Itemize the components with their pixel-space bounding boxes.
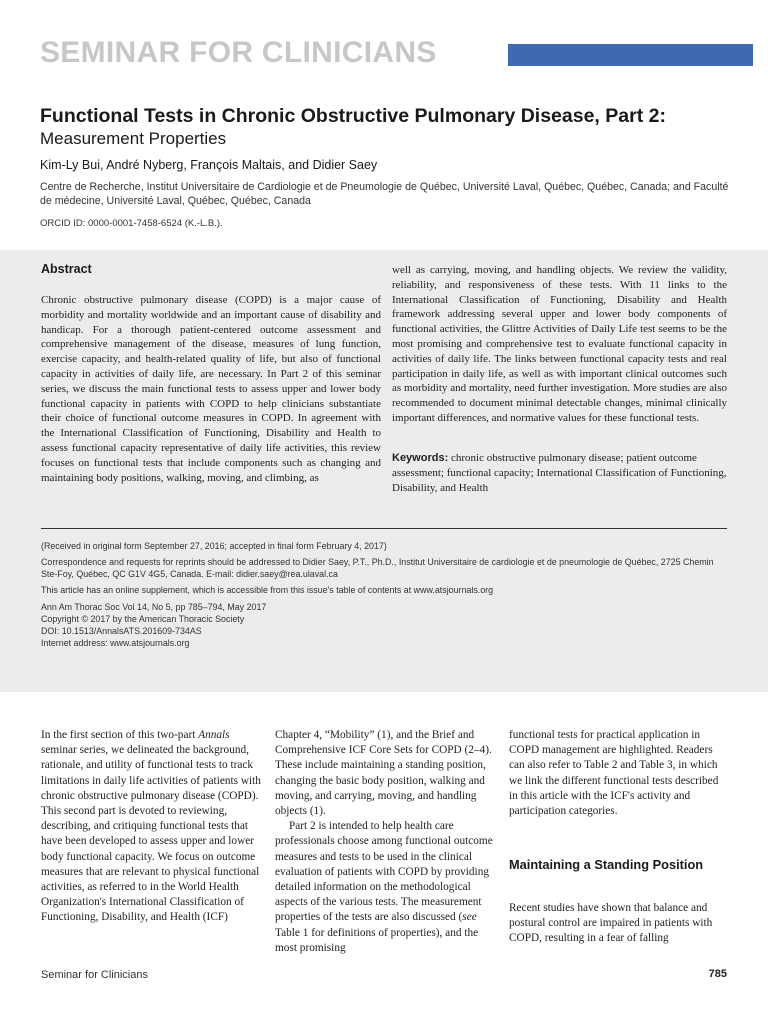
body-paragraph: Recent studies have shown that balance and postural control are impaired in patients with COPD, resulting in a fear of falling [509, 902, 713, 945]
affiliation: Centre de Recherche, Institut Universitaire de Cardiologie et de Pneumologie de Québec, Université Laval, Québec, Québec, Canada; and Faculté de médecine, Université Laval, Québec, Québec, Canada [40, 181, 729, 207]
keywords-label: Keywords: [392, 452, 449, 464]
article-subtitle: Measurement Properties [40, 129, 227, 148]
abstract-text-left: Chronic obstructive pulmonary disease (COPD) is a major cause of morbidity and mortality worldwide and an important cause of disability and handicap. For a thorough patient-centered outcome assessment and comprehensive management of the disease, measures of lung function, exercise capacity, and health-related quality of life, but also of functional capacity in activities of daily life, are necessary. In Part 2 of this seminar series, we discuss the main functional tests to assess upper and lower body functional capacity in patients with COPD to help clinicians substantiate their choice of functional outcome measures in COPD. In agreement with the International Classification of Functioning, Disability and Health to assess functional capacity representative of daily life activities, this review focuses on functional tests that include components such as changing and maintaining body positions, walking, moving, and climbing, as [41, 294, 381, 484]
header-accent-bar [508, 44, 753, 66]
keywords-text: chronic obstructive pulmonary disease; patient outcome assessment; functional capacity; International Classification of Functioning, Disability, and Health [392, 452, 727, 494]
body-column-1 [41, 728, 263, 926]
page-number: 785 [708, 968, 727, 980]
body-text: Part 2 is intended to help health care professionals choose among functional outcome measures and tests to be used in the clinical evaluation of patients with COPD by providing detailed information on the methodological aspects of the various tests. The measurement properties of the tests are also discussed ( [275, 820, 493, 924]
abstract-heading: Abstract [41, 262, 92, 276]
correspondence: Correspondence and requests for reprints should be addressed to Didier Saey, P.T., Ph.D., Institut Universitaire de cardiologie et de pneumologie de Québec, 2725 Chemin Ste-Foy, Québec, QC G1V 4G5, Canada. E-mail: didier.saey@rea.ulaval.ca [41, 557, 714, 579]
body-paragraph: functional tests for practical application in COPD management are highlighted. Readers can also refer to Table 2 and Table 3, in which we link the different functional tests described in this article with the ICF's activity and participation categories. [509, 729, 719, 818]
body-column-3 [509, 728, 727, 819]
section-heading: Maintaining a Standing Position [509, 857, 704, 872]
keywords [392, 451, 727, 495]
abstract-text-right: well as carrying, moving, and handling objects. We review the validity, reliability, and responsiveness of these tests. With 11 links to the International Classification of Functioning, Disability and Health framework addressing several upper and lower body components of functional activities, the Glittre Activities of Daily Life test seems to be the most promising and comprehensive test to evaluate functional capacity in activities of daily life. The links between functional capacity tests and real participation in daily life, as well as with important clinical outcomes such as morbidity and mortality, need further investigation. More studies are also recommended to document minimal detectable changes, minimal clinically important differences, and normative values for these functional tests. [392, 264, 727, 424]
body-text: In the first section of this two-part [41, 729, 199, 741]
body-text: Table 1 for definitions of properties), and the most promising [275, 926, 479, 954]
citation: Ann Am Thorac Soc Vol 14, No 5, pp 785–794, May 2017 [41, 602, 267, 612]
series-title: SEMINAR FOR CLINICIANS [40, 36, 437, 69]
body-text: seminar series, we delineated the background, rationale, and utility of functional tests to track limitations in daily life activities of patients with chronic obstructive pulmonary disease (COPD). This second part is devoted to reviewing, describing, and critiquing functional tests that have been developed to assess upper and lower body functional capacity. We focus on outcome measures that are relevant to physical functional activities, as referred to in the World Health Organization's International Classification of Functioning, Disability, and Health (ICF) [41, 744, 261, 924]
article-title: Functional Tests in Chronic Obstructive Pulmonary Disease, Part 2: [40, 105, 666, 127]
copyright: Copyright © 2017 by the American Thoracic Society [41, 614, 245, 624]
abstract-divider [41, 528, 727, 529]
orcid: ORCID ID: 0000-0001-7458-6524 (K.-L.B.). [40, 218, 223, 229]
footer-section: Seminar for Clinicians [41, 969, 148, 981]
received-dates: (Received in original form September 27, 2016; accepted in final form February 4, 2017) [41, 541, 387, 551]
body-paragraph [41, 728, 263, 926]
supplement-note: This article has an online supplement, which is accessible from this issue's table of contents at www.atsjournals.org [41, 585, 494, 595]
doi: DOI: 10.1513/AnnalsATS.201609-734AS [41, 626, 202, 636]
body-paragraph [275, 819, 495, 956]
body-paragraph: Chapter 4, “Mobility” (1), and the Brief and Comprehensive ICF Core Sets for COPD (2–4). These include maintaining a standing position, changing the basic body position, walking and moving, and carrying, moving, and handling objects (1). [275, 729, 492, 818]
internet-address: Internet address: www.atsjournals.org [41, 638, 190, 648]
body-emphasis: see [462, 911, 477, 924]
author-list: Kim-Ly Bui, André Nyberg, François Maltais, and Didier Saey [40, 158, 378, 172]
journal-name: Annals [198, 729, 230, 741]
body-column-2 [275, 728, 495, 956]
